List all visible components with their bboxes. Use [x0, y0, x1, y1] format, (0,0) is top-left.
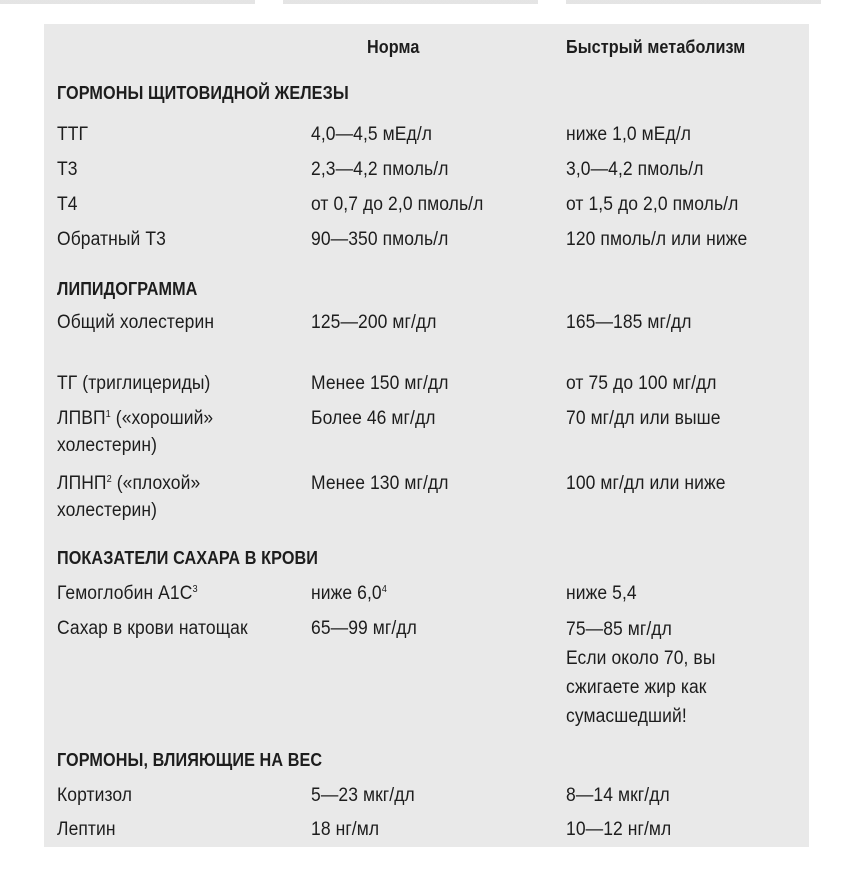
row-norm-value: от 0,7 до 2,0 пмоль/л — [311, 194, 484, 215]
row-fast-value: 3,0—4,2 пмоль/л — [566, 159, 704, 180]
row-name — [57, 405, 213, 459]
row-name: Сахар в крови натощак — [57, 618, 248, 639]
row-norm-value: 5—23 мкг/дл — [311, 785, 415, 806]
row-name-line-2: холестерин) — [57, 500, 158, 521]
section-heading-thyroid: ГОРМОНЫ ЩИТОВИДНОЙ ЖЕЛЕЗЫ — [57, 83, 349, 103]
row-fast-value: ниже 5,4 — [566, 583, 637, 604]
row-name: Обратный Т3 — [57, 229, 166, 250]
footnote-marker: 4 — [381, 584, 387, 595]
section-heading-weight-hormones: ГОРМОНЫ, ВЛИЯЮЩИЕ НА ВЕС — [57, 750, 323, 770]
row-norm-value: 18 нг/мл — [311, 819, 380, 840]
row-norm-value: Менее 130 мг/дл — [311, 473, 449, 494]
section-heading-lipid-panel: ЛИПИДОГРАММА — [57, 279, 198, 299]
row-fast-value: 100 мг/дл или ниже — [566, 473, 726, 494]
column-header-fast-metabolism: Быстрый метаболизм — [566, 37, 746, 57]
row-name: Т4 — [57, 194, 78, 215]
footnote-marker: 1 — [105, 409, 111, 420]
row-norm-value: 2,3—4,2 пмоль/л — [311, 159, 449, 180]
fast-value-line-1: 75—85 мг/дл — [566, 619, 672, 640]
row-norm-value: 90—350 пмоль/л — [311, 229, 449, 250]
top-rule — [0, 0, 843, 4]
row-name: Т3 — [57, 159, 78, 180]
row-name: Кортизол — [57, 785, 133, 806]
metabolism-table — [44, 24, 809, 847]
fast-value-note-line-4: сумасшедший! — [566, 706, 687, 727]
row-norm-value: 4,0—4,5 мЕд/л — [311, 124, 433, 145]
fast-value-note-line-2: Если около 70, вы — [566, 648, 716, 669]
row-fast-value: 120 пмоль/л или ниже — [566, 229, 748, 250]
row-name: ТГ (триглицериды) — [57, 373, 211, 394]
footnote-marker: 2 — [106, 474, 112, 485]
row-name: Лептин — [57, 819, 116, 840]
row-norm-value: Менее 150 мг/дл — [311, 373, 449, 394]
row-fast-value — [566, 615, 715, 731]
column-header-norm: Норма — [367, 37, 420, 57]
row-norm-value — [311, 580, 387, 607]
row-fast-value: от 75 до 100 мг/дл — [566, 373, 717, 394]
row-norm-text: ниже 6,0 — [311, 583, 382, 604]
row-norm-value: Более 46 мг/дл — [311, 408, 436, 429]
row-fast-value: 8—14 мкг/дл — [566, 785, 670, 806]
row-fast-value: от 1,5 до 2,0 пмоль/л — [566, 194, 739, 215]
row-name-text: Гемоглобин А1С — [57, 583, 193, 604]
row-fast-value: 165—185 мг/дл — [566, 312, 692, 333]
row-name — [57, 470, 200, 524]
row-name-line-1-rest: («хороший» — [110, 408, 214, 429]
row-fast-value: ниже 1,0 мЕд/л — [566, 124, 692, 145]
row-name: Общий холестерин — [57, 312, 215, 333]
fast-value-note-line-3: сжигаете жир как — [566, 677, 707, 698]
footnote-marker: 3 — [192, 584, 198, 595]
row-name: ТТГ — [57, 124, 89, 145]
section-heading-blood-sugar: ПОКАЗАТЕЛИ САХАРА В КРОВИ — [57, 548, 319, 568]
row-norm-value: 65—99 мг/дл — [311, 618, 417, 639]
row-norm-value: 125—200 мг/дл — [311, 312, 437, 333]
row-name-line-2: холестерин) — [57, 435, 158, 456]
row-fast-value: 70 мг/дл или выше — [566, 408, 721, 429]
row-name — [57, 580, 198, 607]
row-fast-value: 10—12 нг/мл — [566, 819, 672, 840]
row-name-line-1-rest: («плохой» — [111, 473, 201, 494]
row-name-line-1: ЛПНП — [57, 473, 107, 494]
row-name-line-1: ЛПВП — [57, 408, 106, 429]
